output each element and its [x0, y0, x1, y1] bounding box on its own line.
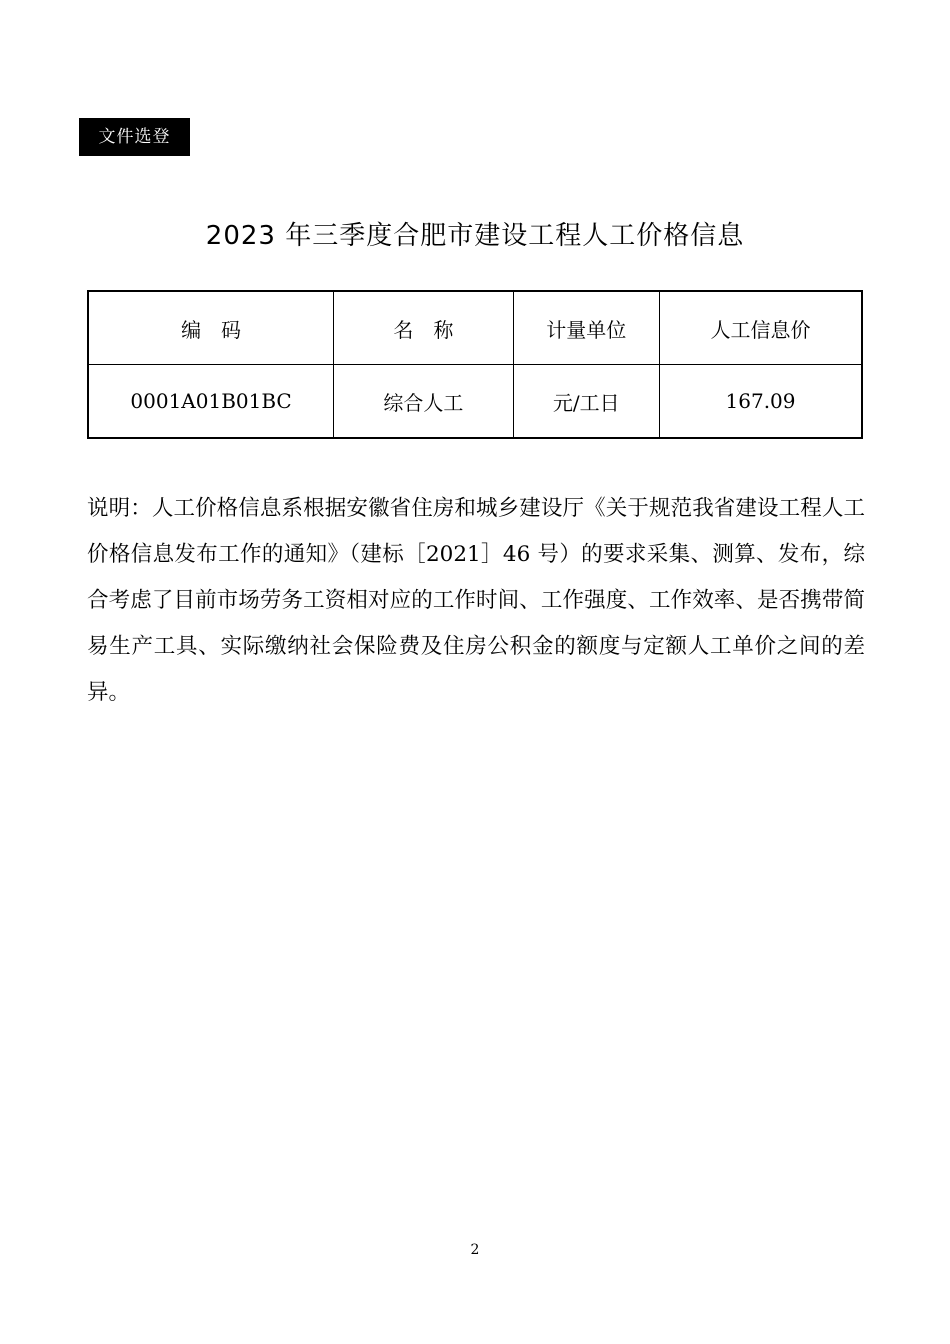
cell-unit: 元/工日 — [513, 365, 659, 439]
cell-name: 综合人工 — [334, 365, 513, 439]
header-price: 人工信息价 — [660, 291, 862, 365]
header-code: 编 码 — [88, 291, 334, 365]
price-table — [87, 290, 863, 439]
table-row — [88, 365, 862, 439]
section-tag: 文件选登 — [79, 118, 190, 156]
cell-price: 167.09 — [660, 365, 862, 439]
page-number: 2 — [470, 1242, 480, 1258]
cell-code: 0001A01B01BC — [88, 365, 334, 439]
table-header-row — [88, 291, 862, 365]
header-name: 名 称 — [334, 291, 513, 365]
explanation-note: 说明：人工价格信息系根据安徽省住房和城乡建设厅《关于规范我省建设工程人工价格信息发布工作的通知》（建标［2021］46 号）的要求采集、测算、发布，综合考虑了目前市场劳务工资相对应的工作时间、工作强度、工作效率、是否携带简易生产工具、实际缴纳社会保险费及住房公积金的额度与定额人工单价之间的差异。 — [87, 496, 865, 705]
document-title: 2023 年三季度合肥市建设工程人工价格信息 — [205, 221, 745, 251]
header-unit: 计量单位 — [513, 291, 659, 365]
